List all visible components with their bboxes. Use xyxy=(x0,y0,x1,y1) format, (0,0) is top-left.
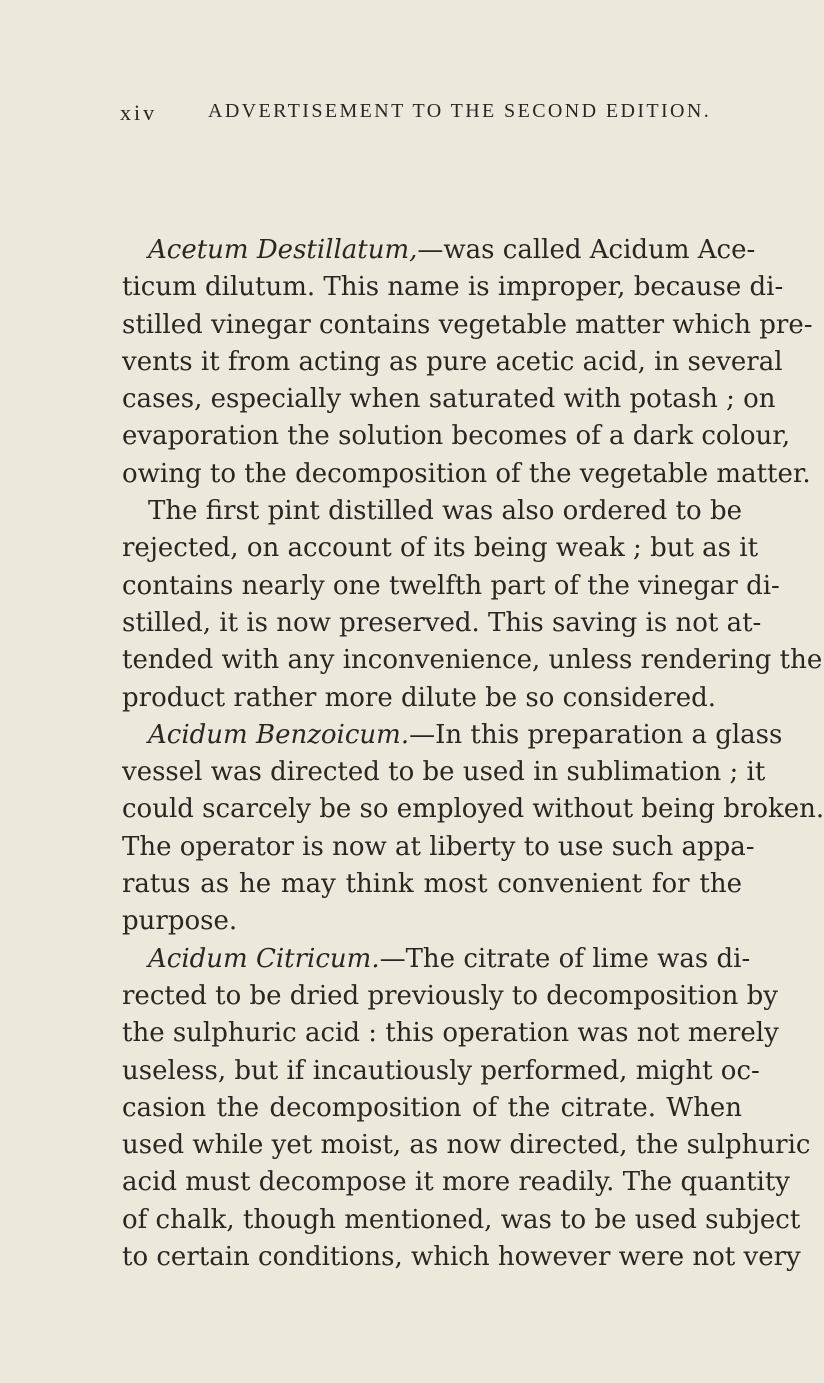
text-span: ratus as he may think most convenient for the xyxy=(122,869,742,900)
text-span: used while yet moist, as now directed, the sulphuric xyxy=(122,1130,811,1161)
paragraph xyxy=(122,941,811,1277)
text-line xyxy=(122,269,784,306)
text-line xyxy=(122,717,783,754)
text-span: acid must decompose it more readily. The quantity xyxy=(122,1167,790,1198)
text-span: rejected, on account of its being weak ; but as it xyxy=(122,533,759,564)
text-line xyxy=(122,605,762,642)
text-span: vents it from acting as pure acetic acid, in several xyxy=(122,346,783,377)
paragraph xyxy=(122,717,824,941)
text-line xyxy=(122,307,813,344)
text-span: —was called Acidum Ace- xyxy=(417,235,756,265)
text-line xyxy=(122,493,742,530)
text-line xyxy=(122,456,811,493)
text-line xyxy=(122,1239,801,1276)
text-line xyxy=(122,829,755,866)
text-line xyxy=(122,1202,801,1239)
text-line xyxy=(122,791,824,828)
text-line xyxy=(122,941,751,978)
text-span: —In this preparation a glass xyxy=(409,719,783,750)
text-span: casion the decomposition of the citrate. When xyxy=(122,1092,742,1123)
text-line xyxy=(122,530,759,567)
text-span: useless, but if incautiously performed, might oc- xyxy=(122,1055,760,1086)
text-span: vessel was directed to be used in sublimation ; it xyxy=(122,757,766,788)
drug-name: Acetum Destillatum, xyxy=(148,235,418,265)
paragraph xyxy=(122,493,823,717)
text-line xyxy=(122,680,742,717)
text-span: rected to be dried previously to decomposition by xyxy=(122,980,778,1011)
text-span: owing to the decomposition of the vegetable matter. xyxy=(122,458,811,489)
text-span: —The citrate of lime was di- xyxy=(379,943,751,974)
text-span: of chalk, though mentioned, was to be used subject xyxy=(122,1204,801,1235)
text-line xyxy=(122,232,756,269)
text-span: contains nearly one twelfth part of the vinegar di- xyxy=(122,570,780,601)
text-line xyxy=(122,1127,811,1164)
text-line xyxy=(122,978,778,1015)
text-span: purpose. xyxy=(122,906,238,937)
text-span: ticum dilutum. This name is improper, because di- xyxy=(122,272,784,303)
drug-name: Acidum Benzoicum. xyxy=(148,719,410,750)
text-line xyxy=(122,381,776,418)
text-span: to certain conditions, which however were not very xyxy=(122,1242,801,1273)
text-line xyxy=(122,1053,760,1090)
text-line xyxy=(122,903,742,940)
text-span: stilled vinegar contains vegetable matter which pre- xyxy=(122,309,813,340)
text-span: The operator is now at liberty to use such appa- xyxy=(122,831,755,862)
text-line xyxy=(122,754,766,791)
text-line xyxy=(122,1015,779,1052)
drug-name: Acidum Citricum. xyxy=(148,943,380,974)
text-line xyxy=(122,568,780,605)
text-span: cases, especially when saturated with potash ; on xyxy=(122,384,776,415)
running-head xyxy=(120,100,760,134)
page-number: xiv xyxy=(120,100,158,125)
text-line xyxy=(122,1090,742,1127)
text-span: stilled, it is now preserved. This saving is not at- xyxy=(122,607,762,638)
text-span: product rather more dilute be so considered. xyxy=(122,682,717,713)
text-span: the sulphuric acid : this operation was not merely xyxy=(122,1018,779,1049)
text-span: tended with any inconvenience, unless rendering the xyxy=(122,645,823,676)
text-span: The first pint distilled was also ordered to be xyxy=(148,496,742,527)
text-line xyxy=(122,1164,790,1201)
text-span: evaporation the solution becomes of a dark colour, xyxy=(122,421,791,452)
text-line xyxy=(122,642,823,679)
running-title: ADVERTISEMENT TO THE SECOND EDITION. xyxy=(208,100,712,122)
text-line xyxy=(122,866,742,903)
text-line xyxy=(122,344,783,381)
body-text xyxy=(122,232,824,1276)
paragraph xyxy=(122,232,813,493)
text-line xyxy=(122,418,791,455)
text-span: could scarcely be so employed without being broken. xyxy=(122,794,824,825)
